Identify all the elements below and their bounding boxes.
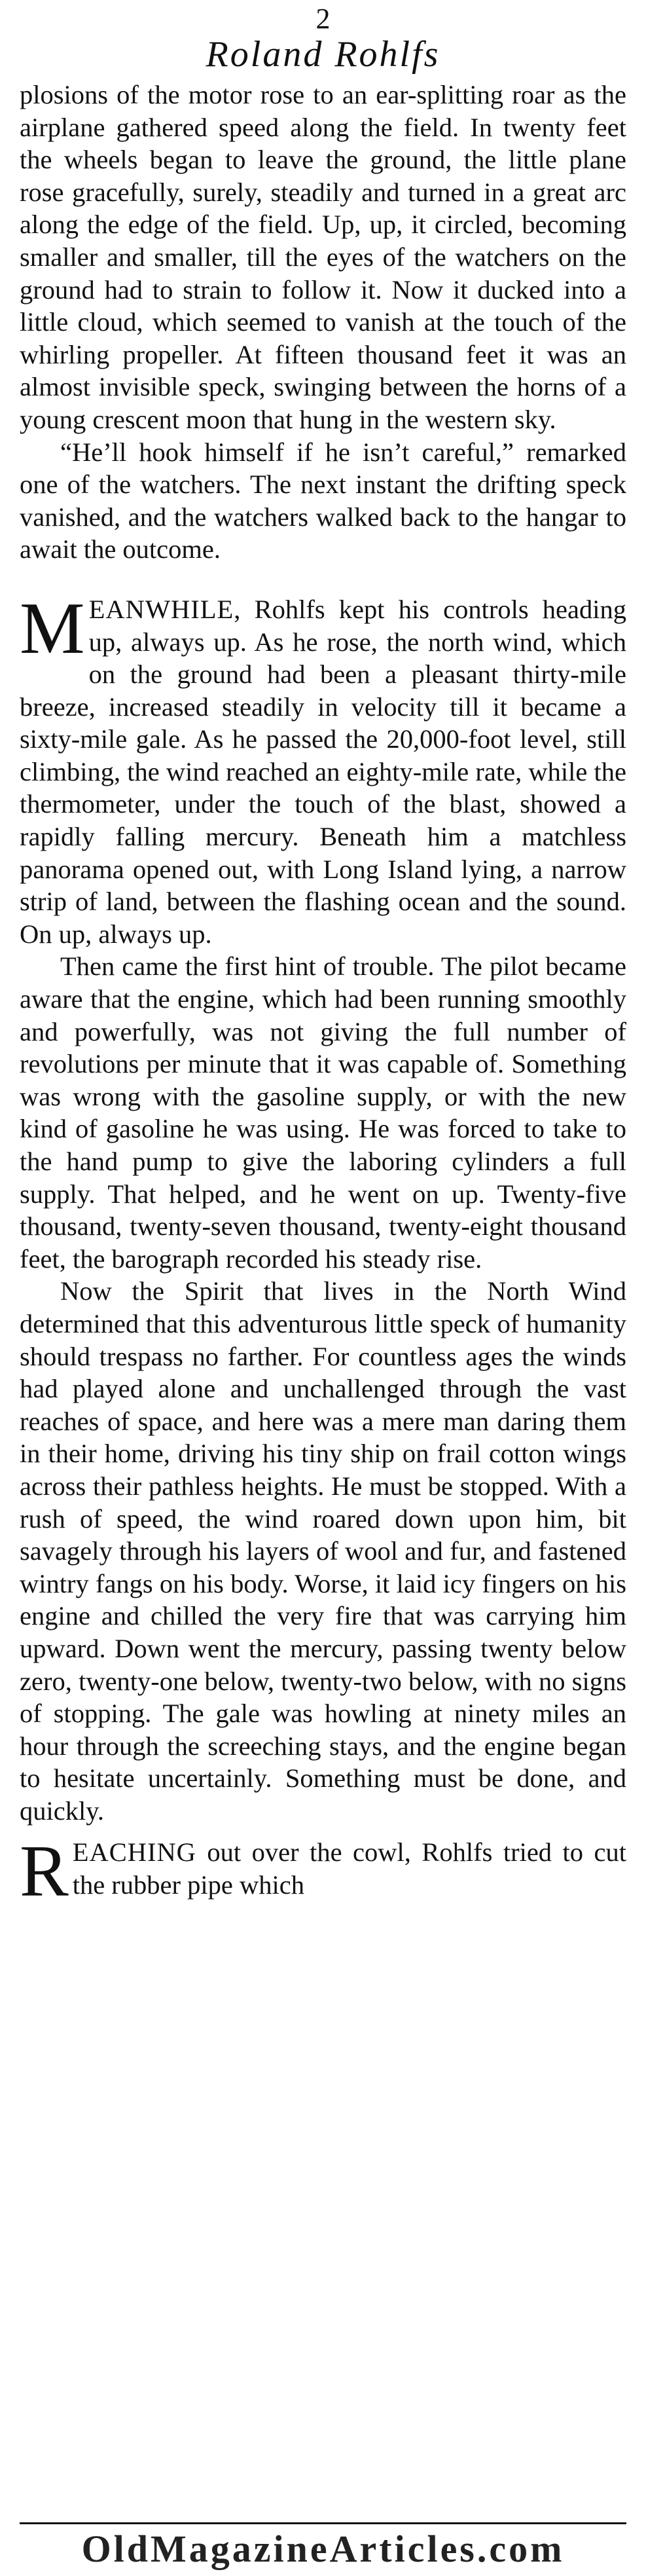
section-break xyxy=(20,566,626,593)
paragraph-5: Now the Spirit that lives in the North Wind determined that this adventurous little speck of humanity should trespass no farther. For countless ages the winds had played alone and unchallenged through the vast reaches of space, and here was a mere man daring them in their home, driving his tiny ship on frail cotton wings across their pathless heights. He must be stopped. With a rush of speed, the wind roared down upon him, bit savagely through his layers of wool and fur, and fastened wintry fangs on his body. Worse, it laid icy fingers on his engine and chilled the very fire that was carrying him upward. Down went the mercury, passing twenty below zero, twenty-one below, twenty-two below, with no signs of stopping. The gale was howling at ninety miles an hour through the screeching stays, and the engine began to hesitate uncertainly. Something must be done, and quickly. xyxy=(20,1276,626,1826)
paragraph-3 xyxy=(20,587,626,951)
paragraph-6-text: out over the cowl, Rohlfs tried to cut the rubber pipe which xyxy=(72,1837,626,1900)
lead-in-caps: EANWHILE xyxy=(88,594,234,624)
drop-cap-r: R xyxy=(20,1831,69,1913)
lead-in-caps: EACHING xyxy=(72,1837,196,1868)
paragraph-1: plosions of the motor rose to an ear-splitting roar as the airplane gathered speed along the field. In twenty feet the wheels began to leave the ground, the little plane rose gracefully, surely, steadily and turned in a great arc along the edge of the field. Up, up, it circled, becoming smaller and smaller, till the eyes of the watchers on the ground had to strain to follow it. Now it ducked into a little cloud, which seemed to vanish at the touch of the whirling propeller. At fifteen thousand feet it was an almost invisible speck, swinging between the horns of a young crescent moon that hung in the western sky. xyxy=(20,80,626,434)
paragraph-2: “He’ll hook himself if he isn’t careful,” remarked one of the watchers. The next instant the drifting speck vanished, and the watchers walked back to the hangar to await the outcome. xyxy=(20,437,626,564)
drop-cap-m: M xyxy=(20,587,85,669)
paragraph-4: Then came the first hint of trouble. The pilot became aware that the engine, which had been running smoothly and powerfully, was not giving the full number of revolutions per minute that it was capable of. Something was wrong with the gasoline supply, or with the new kind of gasoline he was using. He was forced to take to the hand pump to give the laboring cylinders a full supply. That helped, and he went on up. Twenty-five thousand, twenty-seven thousand, twenty-eight thousand feet, the barograph recorded his steady rise. xyxy=(20,951,626,1274)
section-break xyxy=(20,1827,626,1836)
page-number: 2 xyxy=(315,3,331,35)
paragraph-3-text: , Rohlfs kept his controls heading up, always up. As he rose, the north wind, which on the ground had been a pleasant thirty-mile breeze, increased steadily in velocity till it became a sixty-mile gale. As he passed the 20,000-foot level, still climbing, the wind reached an eighty-mile rate, while the thermometer, under the touch of the blast, showed a rapidly falling mercury. Beneath him a matchless panorama opened out, with Long Island lying, a narrow strip of land, between the flashing ocean and the sound. On up, always up. xyxy=(20,594,626,949)
footer-divider xyxy=(20,2522,626,2524)
site-watermark: OldMagazineArticles.com xyxy=(81,2528,565,2570)
running-head: Roland Rohlfs xyxy=(206,34,440,75)
paragraph-6 xyxy=(20,1831,626,1913)
